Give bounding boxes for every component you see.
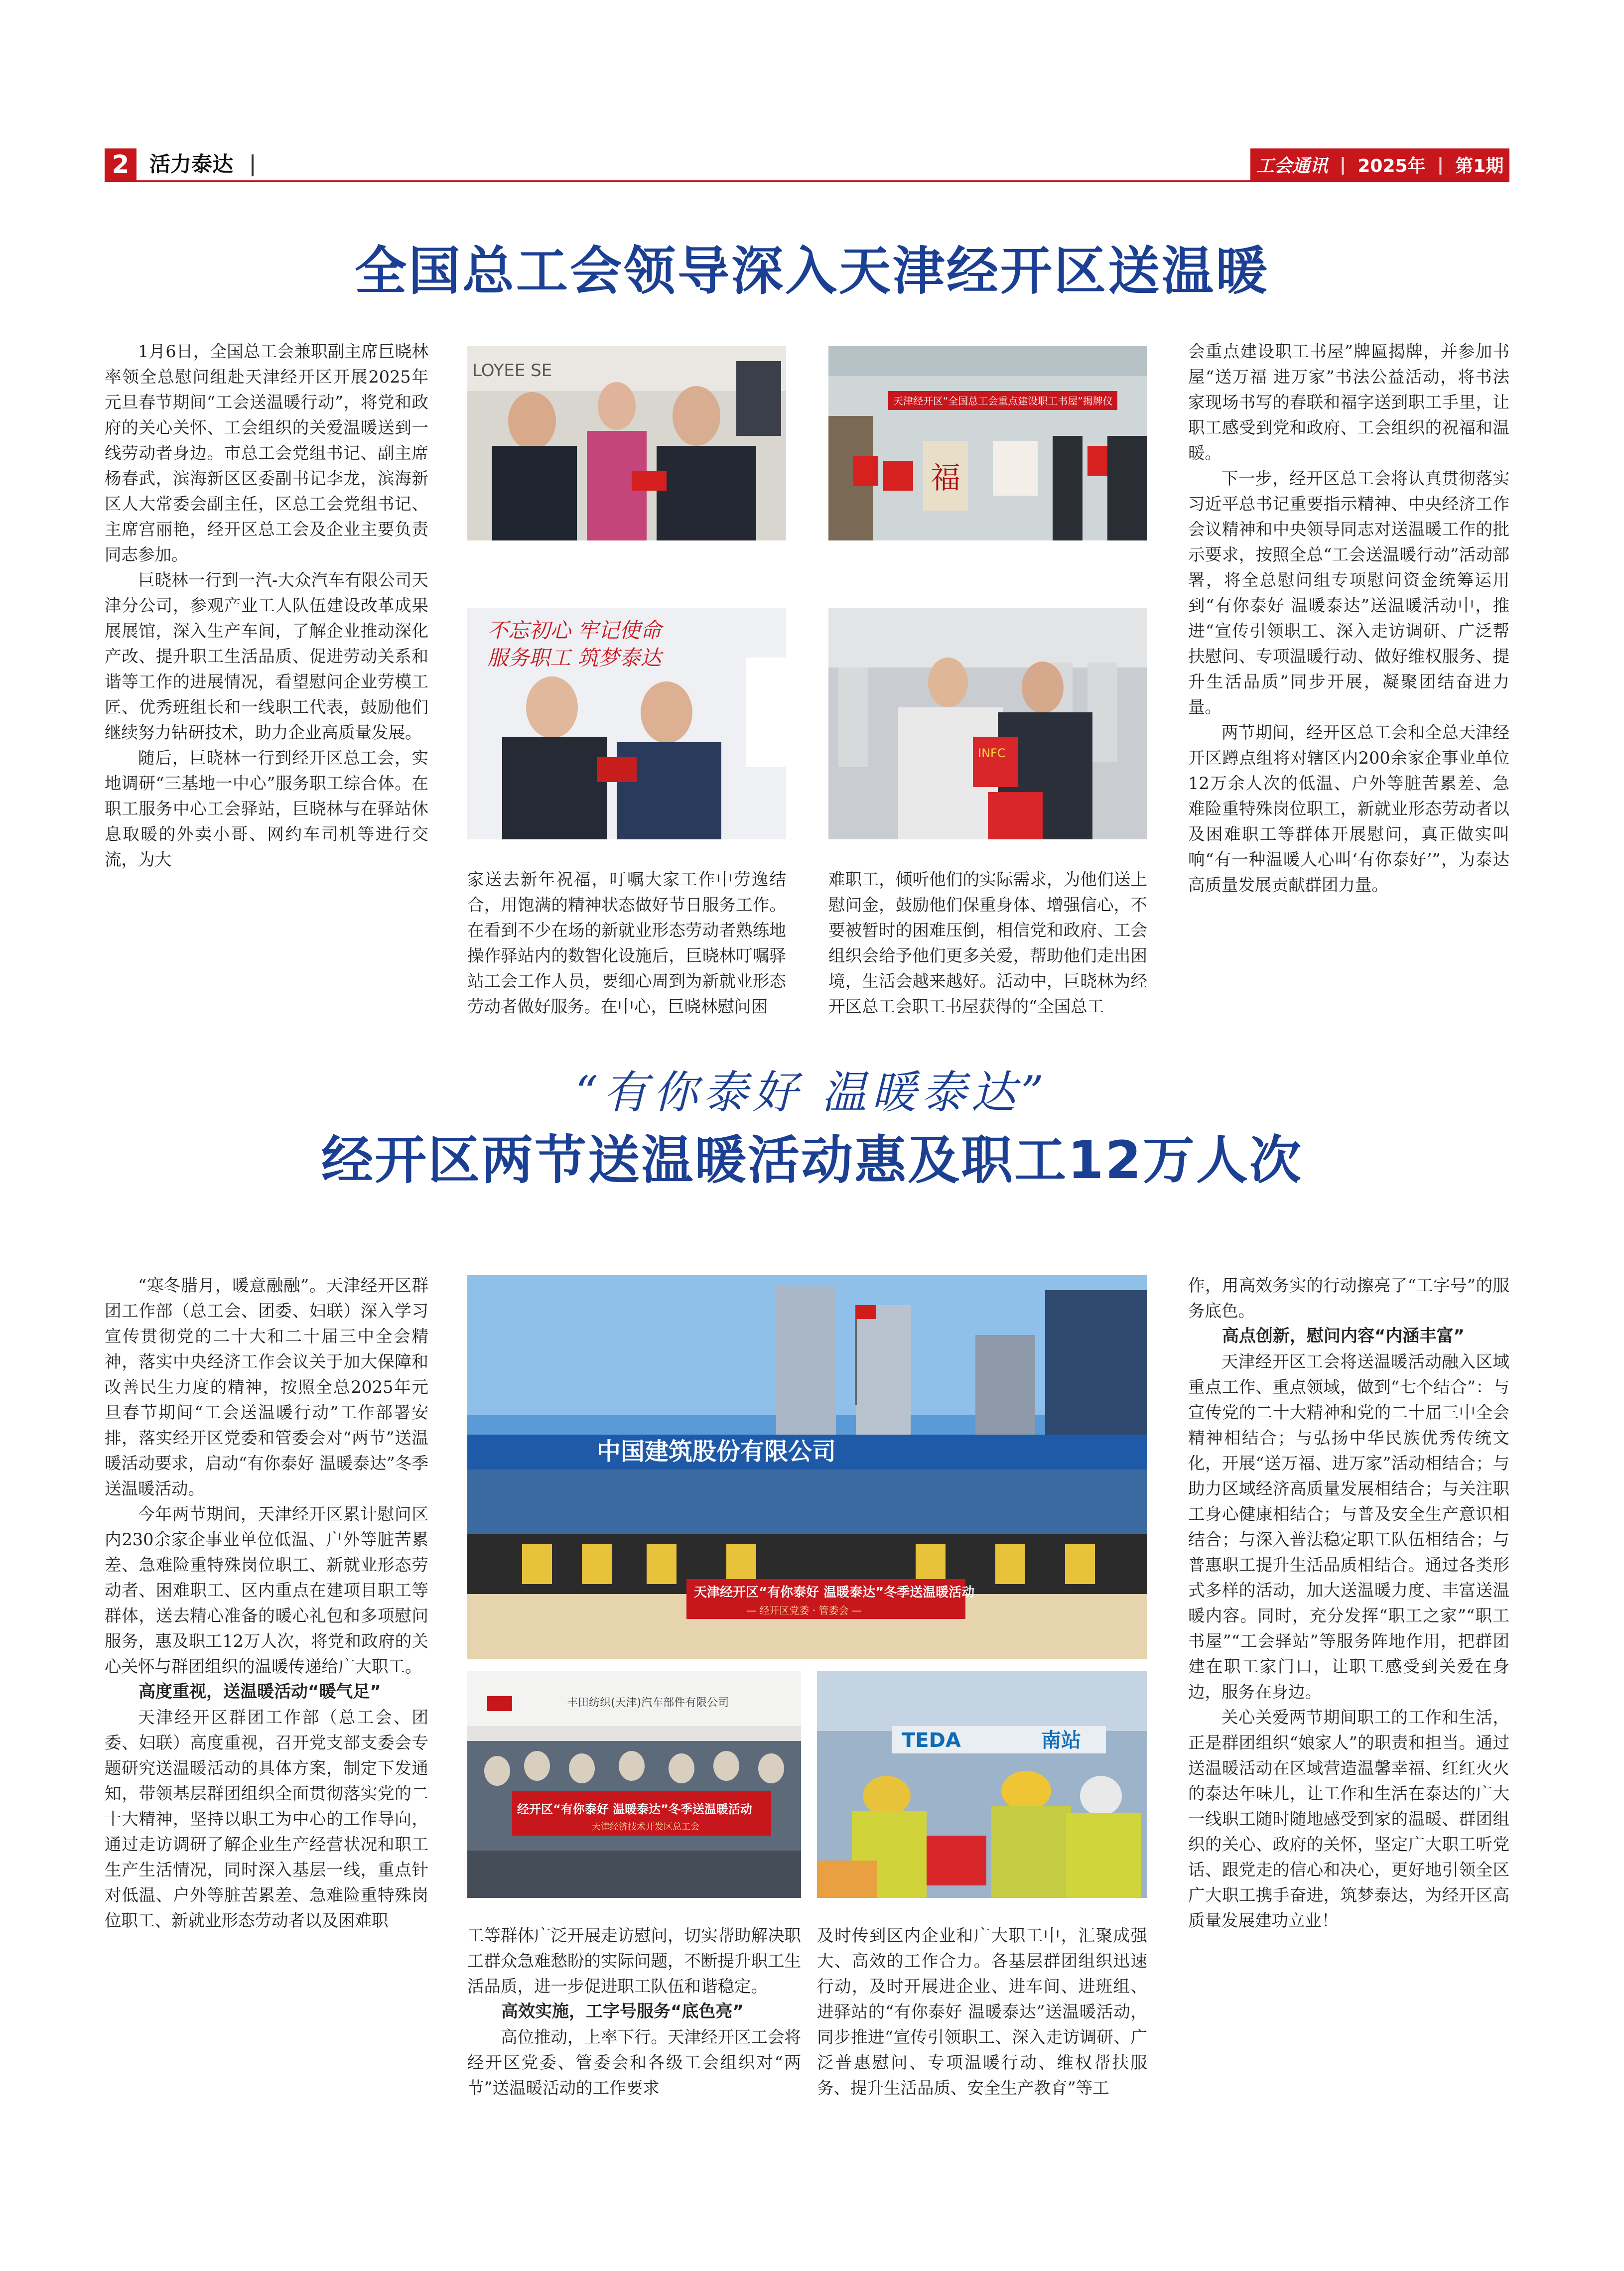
photo-building-sign: 中国建筑股份有限公司 bbox=[597, 1438, 836, 1466]
paragraph: 高位推动，上率下行。天津经开区工会将经开区党委、管委会和各级工会组织对“两节”送温暖活动的工作要求 bbox=[467, 2027, 801, 2098]
paragraph: 及时传到区内企业和广大职工中，汇聚成强大、高效的工作合力。各基层群团组织迅速行动，及时开展进企业、进车间、进班组、进驿站的“有你泰好 温暖泰达”送温暖活动，同步推进“宣传引领职工、深入走访调研、广泛普惠慰问、专项温暖行动、维权帮扶服务、提升生活品质、安全生产教育”等工 bbox=[817, 1926, 1147, 2098]
article2-column-1 bbox=[105, 1273, 428, 1933]
photo-factory-group bbox=[467, 1671, 801, 1898]
photo-workers-gift bbox=[817, 1671, 1147, 1898]
photo-fu-character: 福 bbox=[931, 461, 960, 496]
paragraph: 工等群体广泛开展走访慰问，切实帮助解决职工群众急难愁盼的实际问题，不断提升职工生活品质，进一步促进职工队伍和谐稳定。 bbox=[467, 1926, 801, 1996]
photo-construction-group bbox=[467, 1275, 1147, 1659]
article1-column-3 bbox=[828, 867, 1147, 1019]
paragraph: 两节期间，经开区总工会和全总天津经开区蹲点组将对辖区内200余家企事业单位12万余人次的低温、户外等脏苦累差、急难险重特殊岗位职工，新就业形态劳动者以及困难职工等群体开展慰问，真正做实叫响“有一种温暖人心叫‘有你泰好’”，为泰达高质量发展贡献群团力量。 bbox=[1188, 723, 1509, 895]
paragraph: 关心关爱两节期间职工的工作和生活，正是群团组织“娘家人”的职责和担当。通过送温暖活动在区域营造温馨幸福、红红火火的泰达年味儿，让工作和生活在泰达的广大一线职工随时随地感受到家的温暖、群团组织的关心、政府的关怀，坚定广大职工听党话、跟党走的信心和决心，更好地引领全区广大职工携手奋进，筑梦泰达，为经开区高质量发展建功立业！ bbox=[1188, 1708, 1509, 1930]
photo-event-banner-sub: 天津经济技术开发区总工会 bbox=[592, 1822, 699, 1832]
paragraph: 会重点建设职工书屋”牌匾揭牌，并参加书屋“送万福 进万家”书法公益活动，将书法家现场书写的春联和福字送到职工手里，让职工感受到党和政府、工会组织的祝福和温暖。 bbox=[1188, 342, 1509, 463]
paragraph: 今年两节期间，天津经开区累计慰问区内230余家企事业单位低温、户外等脏苦累差、急难险重特殊岗位职工、新就业形态劳动者、困难职工、区内重点在建项目职工等群体，送去精心准备的暖心礼包和多项慰问服务，惠及职工12万人次，将党和政府的关心关怀与群团组织的温暖传递给广大职工。 bbox=[105, 1504, 428, 1676]
paragraph: 下一步，经开区总工会将认真贯彻落实习近平总书记重要指示精神、中央经济工作会议精神和中央领导同志对送温暖工作的批示要求，按照全总“工会送温暖行动”活动部署，将全总慰问组专项慰问资金统筹运用到“有你泰好 温暖泰达”送温暖活动中，推进“宣传引领职工、深入走访调研、广泛帮扶慰问、专项温暖行动、做好维权服务、提升生活品质”同步开展，凝聚团结奋进力量。 bbox=[1188, 469, 1509, 717]
paragraph: 巨晓林一行到一汽-大众汽车有限公司天津分公司，参观产业工人队伍建设改革成果展展馆，深入生产车间，了解企业推动深化产改、提升职工生活品质、促进劳动关系和谐等工作的进展情况，看望慰问企业劳模工匠、优秀班组长和一线职工代表，鼓励他们继续努力钻研技术，助力企业高质量发展。 bbox=[105, 570, 428, 742]
page-number: 2 bbox=[105, 148, 136, 180]
publication-name: 工会通讯 bbox=[1256, 155, 1328, 176]
photo-banner-text: 天津经开区“全国总工会重点建设职工书屋”揭牌仪 bbox=[893, 395, 1113, 407]
paragraph: 1月6日，全国总工会兼职副主席巨晓林率领全总慰问组赴天津经开区开展2025年元旦春节期间“工会送温暖行动”，将党和政府的关心关怀、工会组织的关爱温暖送到一线劳动者身边。市总工会党组书记、副主席杨春武，滨海新区区委副书记李龙，滨海新区人大常委会副主任，区总工会党组书记、主席宫丽艳，经开区总工会及企业主要负责同志参加。 bbox=[105, 342, 428, 564]
photo-banner-text: 服务职工 筑梦泰达 bbox=[487, 646, 662, 670]
article1-column-2 bbox=[467, 867, 786, 1019]
paragraph: 难职工，倾听他们的实际需求，为他们送上慰问金，鼓励他们保重身体、增强信心，不要被暂时的困难压倒，相信党和政府、工会组织会给予他们更多关爱，帮助他们走出困境，生活会越来越好。活动中，巨晓林为经开区总工会职工书屋获得的“全国总工 bbox=[828, 870, 1147, 1016]
article1-column-4 bbox=[1188, 339, 1509, 898]
article1-title: 全国总工会领导深入天津经开区送温暖 bbox=[354, 241, 1269, 301]
subheading: 高点创新，慰问内容“内涵丰富” bbox=[1222, 1326, 1465, 1346]
subheading: 高效实施，工字号服务“底色亮” bbox=[501, 2002, 744, 2021]
section-name: 活力泰达 bbox=[149, 152, 234, 176]
masthead-year: 2025年 bbox=[1357, 155, 1426, 176]
photo-greeting-red-envelope bbox=[467, 346, 786, 540]
masthead-separator: | bbox=[1437, 154, 1444, 175]
photo-book-house-plaque bbox=[828, 346, 1147, 540]
article2-kicker: “有你泰好 温暖泰达” bbox=[575, 1067, 1049, 1119]
paragraph: “寒冬腊月，暖意融融”。天津经开区群团工作部（总工会、团委、妇联）深入学习宣传贯彻党的二十大和二十届三中全会精神，落实中央经济工作会议关于加大保障和改善民生力度的精神，按照全总2025年元旦春节期间“工会送温暖行动”工作部署安排，落实经开区党委和管委会对“两节”送温暖活动要求，启动“有你泰好 温暖泰达”冬季送温暖活动。 bbox=[105, 1276, 428, 1498]
paragraph: 天津经开区群团工作部（总工会、团委、妇联）高度重视，召开党支部支委会专题研究送温暖活动的具体方案，制定下发通知，带领基层群团组织全面贯彻落实党的二十大精神，坚持以职工为中心的工作导向，通过走访调研了解企业生产经营状况和职工生产生活情况，同时深入基层一线，重点针对低温、户外等脏苦累差、急难险重特殊岗位职工、新就业形态劳动者以及困难职 bbox=[105, 1708, 428, 1930]
article2-column-3 bbox=[817, 1923, 1147, 2101]
article2-column-2 bbox=[467, 1923, 801, 2101]
masthead-separator: | bbox=[1339, 154, 1347, 175]
section-divider bbox=[252, 154, 254, 176]
photo-event-banner-sub: — 经开区党委 · 管委会 — bbox=[746, 1604, 862, 1616]
masthead bbox=[1250, 148, 1509, 180]
subheading: 高度重视，送温暖活动“暖气足” bbox=[138, 1682, 381, 1702]
photo-banner-text: 不忘初心 牢记使命 bbox=[487, 618, 662, 643]
photo-company-logo: 丰田纺织(天津)汽车部件有限公司 bbox=[567, 1697, 729, 1709]
article1-column-1 bbox=[105, 339, 428, 872]
photo-station-sign-2: 南站 bbox=[1041, 1729, 1081, 1752]
photo-factory-gift bbox=[828, 608, 1147, 839]
article2-column-4 bbox=[1188, 1273, 1509, 1933]
photo-sign-text: LOYEE SE bbox=[472, 361, 552, 381]
paragraph: 作，用高效务实的行动擦亮了“工字号”的服务底色。 bbox=[1188, 1276, 1509, 1321]
paragraph: 家送去新年祝福，叮嘱大家工作中劳逸结合，用饱满的精神状态做好节日服务工作。在看到不少在场的新就业形态劳动者熟练地操作驿站内的数智化设施后，巨晓林叮嘱驿站工会工作人员，要细心周到为新就业形态劳动者做好服务。在中心，巨晓林慰问困 bbox=[467, 870, 786, 1016]
photo-event-banner: 经开区“有你泰好 温暖泰达”冬季送温暖活动 bbox=[517, 1802, 752, 1816]
photo-handshake-gift bbox=[467, 608, 786, 839]
photo-box-text: INFC bbox=[978, 746, 1006, 760]
article2-title: 经开区两节送温暖活动惠及职工12万人次 bbox=[321, 1130, 1303, 1191]
photo-event-banner: 天津经开区“有你泰好 温暖泰达”冬季送温暖活动 bbox=[694, 1585, 975, 1600]
paragraph: 天津经开区工会将送温暖活动融入区域重点工作、重点领域，做到“七个结合”：与宣传党的二十大精神和党的二十届三中全会精神相结合；与弘扬中华民族优秀传统文化，开展“送万福、进万家”活动相结合；与助力区域经济高质量发展相结合；与关注职工身心健康相结合；与普及安全生产意识相结合；与深入普法稳定职工队伍相结合；与普惠职工提升生活品质相结合。通过各类形式多样的活动，加大送温暖力度、丰富送温暖内容。同时，充分发挥“职工之家”“职工书屋”“工会驿站”等服务阵地作用，把群团建在职工家门口，让职工感受到关爱在身边，服务在身边。 bbox=[1188, 1352, 1509, 1702]
photo-station-sign: TEDA bbox=[902, 1729, 961, 1752]
header-rule bbox=[105, 180, 1509, 182]
paragraph: 随后，巨晓林一行到经开区总工会，实地调研“三基地一中心”服务职工综合体。在职工服务中心工会驿站，巨晓林与在驿站休息取暖的外卖小哥、网约车司机等进行交流，为大 bbox=[105, 748, 428, 869]
masthead-issue: 第1期 bbox=[1455, 155, 1504, 176]
